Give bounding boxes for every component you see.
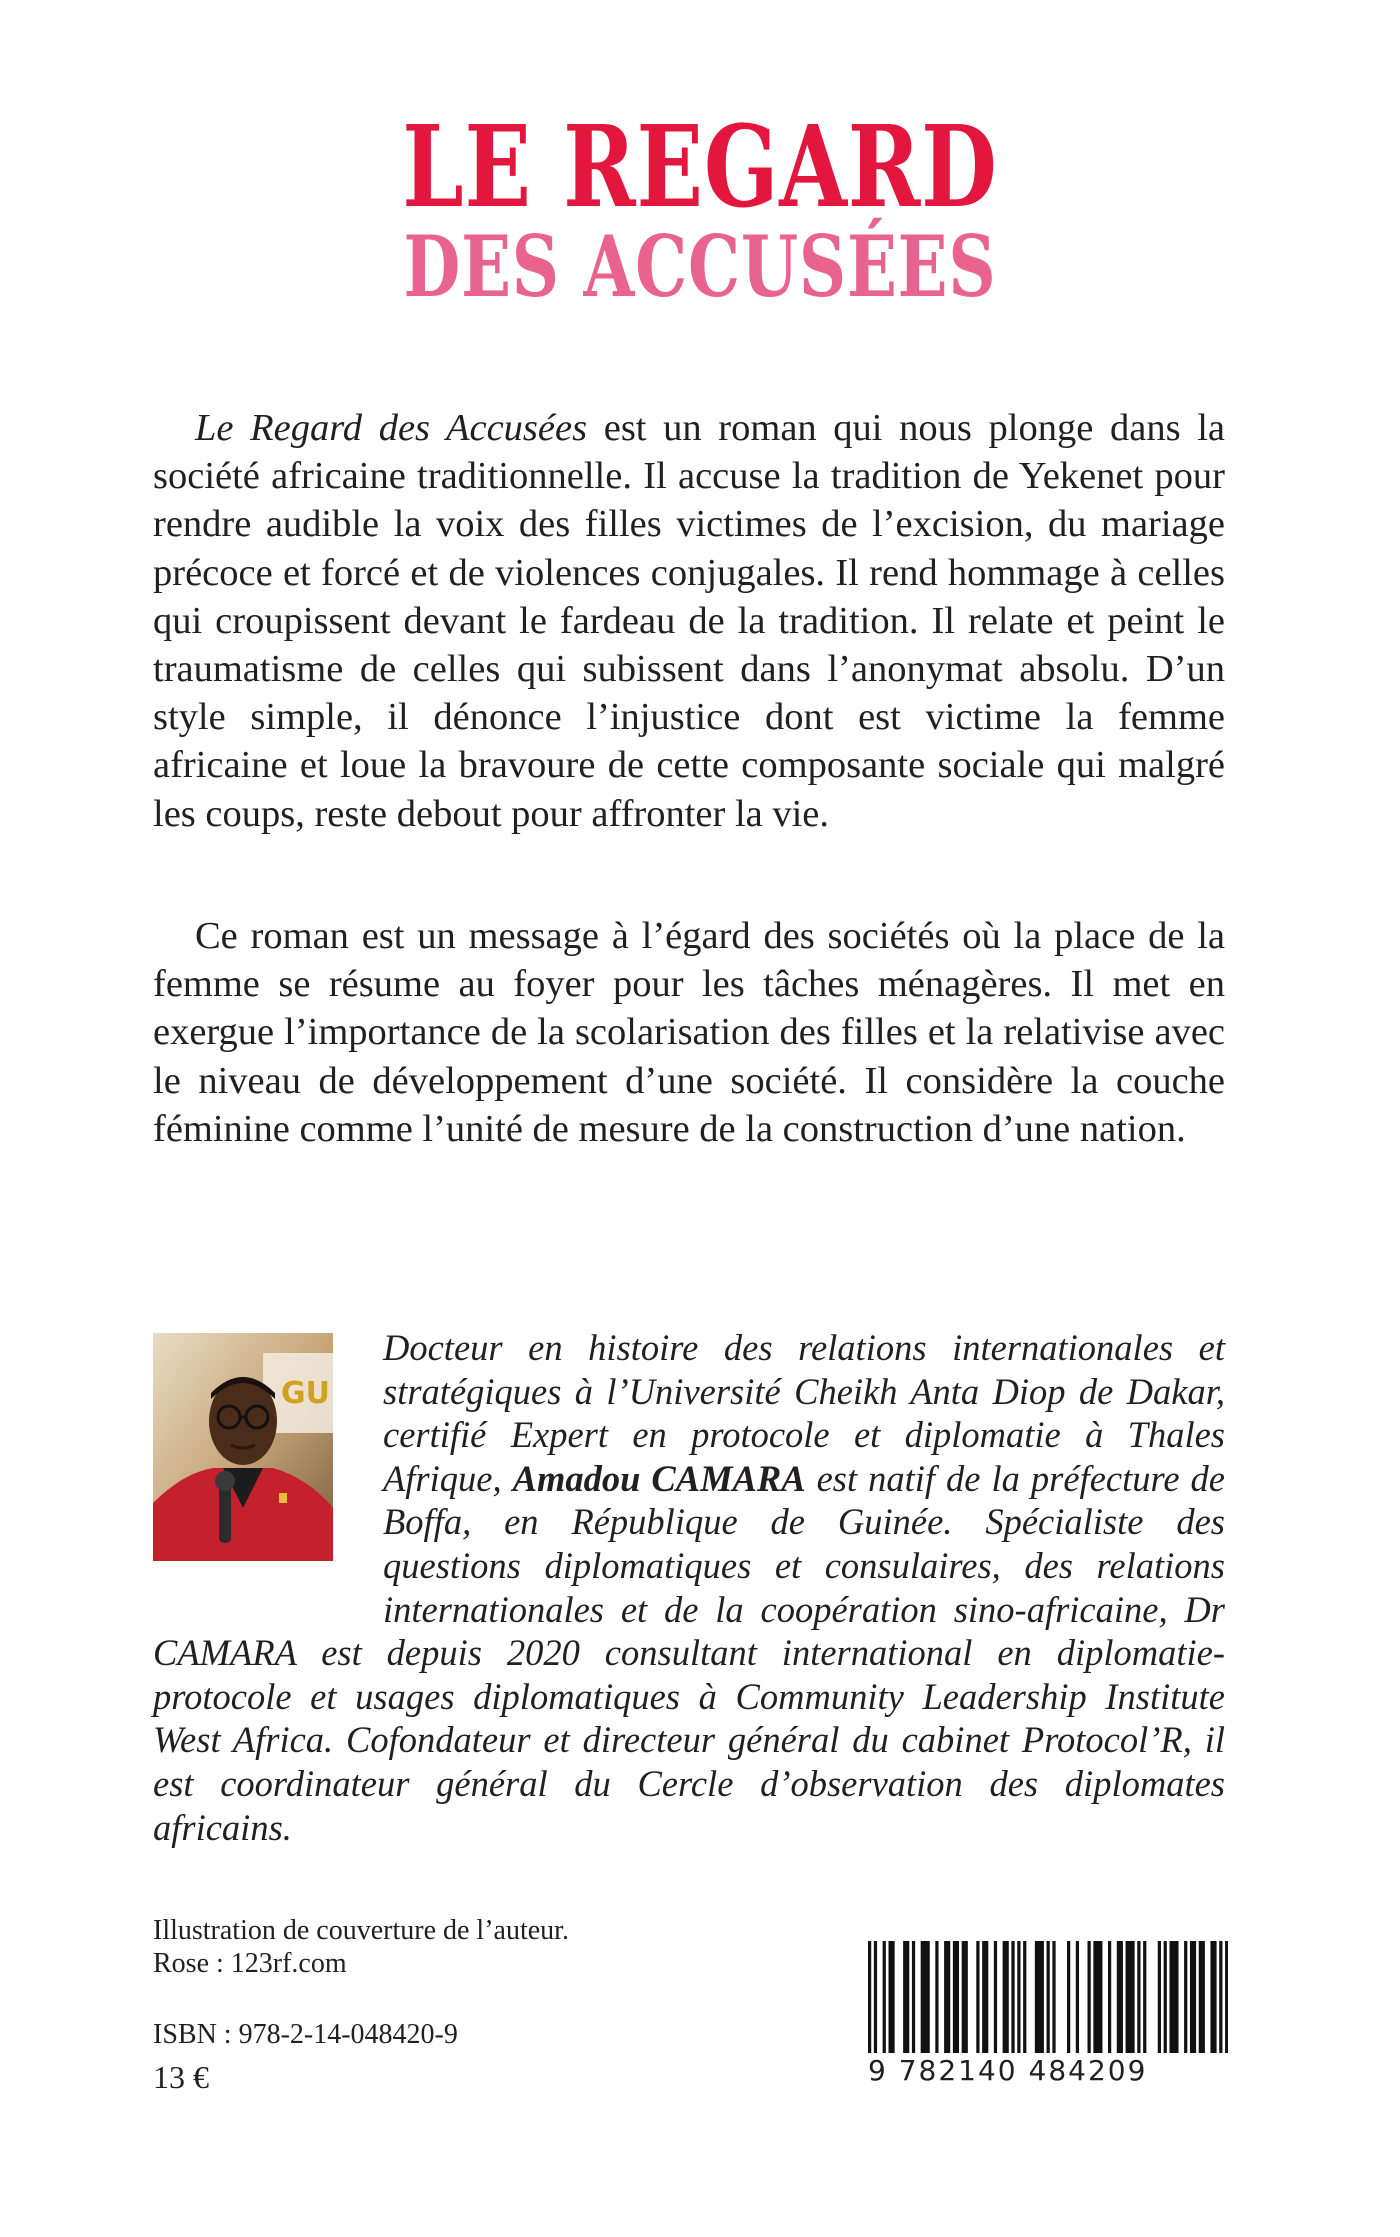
barcode-bar	[985, 1941, 988, 2053]
summary-paragraph-1	[153, 404, 1225, 838]
barcode-bar	[1108, 1941, 1111, 2053]
barcode-bar	[1190, 1941, 1193, 2053]
barcode-bar	[1213, 1941, 1216, 2053]
barcode-bar	[1011, 1941, 1014, 2053]
summary-paragraph-2: Ce roman est un message à l’égard des sociétés où la place de la femme se résume au foyer pour les tâches ménagères. Il met en exergue l’importance de la scolarisation des filles et la relativise avec le niveau de développement d’une société. Il considère la couche féminine comme l’unité de mesure de la construction d’une nation.	[153, 915, 1225, 1150]
barcode-bar	[888, 1941, 891, 2053]
barcode-digits: 9 782140 484209	[868, 2054, 1148, 2087]
barcode-bar	[1017, 1941, 1020, 2053]
barcode-bar	[956, 1941, 959, 2053]
barcode-bar	[1099, 1941, 1102, 2053]
author-bio-text-continued: est natif de la préfecture de Boffa, en République de Guinée. Spécialiste des questions diplomatiques et consulaires, des relations internationales et de la coopération sino-africaine, Dr CAMARA est depuis 2020 consultant international en diplomatie-protocole et usages diplomatiques à Community Leadership Institute West Africa. Cofondateur et directeur général du cabinet Protocol’R, il est coordinateur général du Cercle d’observation des diplomates africains.	[153, 1457, 1225, 1848]
barcode-bar	[982, 1941, 985, 2053]
barcode-bar	[994, 1941, 997, 2053]
barcode-bar	[891, 1941, 894, 2053]
summary-paragraph-1-text: est un roman qui nous plonge dans la société africaine traditionnelle. Il accuse la tradition de Yekenet pour rendre audible la voix des filles victimes de l’excision, du mariage précoce et forcé et de violences conjugales. Il rend hommage à celles qui croupissent devant le fardeau de la tradition. Il relate et peint le traumatisme de celles qui subissent dans l’anonymat absolu. D’un style simple, il dénonce l’injustice dont est victime la femme africaine et loue la bravoure de cette composante sociale qui malgré les coups, reste debout pour affronter la vie.	[153, 407, 1225, 835]
title-line-1: LE REGARD	[402, 102, 998, 233]
barcode-bar	[1041, 1941, 1044, 2053]
barcode-bar	[1093, 1941, 1096, 2053]
barcode-bar	[1006, 1941, 1009, 2053]
barcode-bar	[1219, 1941, 1222, 2053]
cover-illustration-credit: Illustration de couverture de l’auteur.	[153, 1915, 569, 1946]
barcode-bar	[1199, 1941, 1202, 2053]
barcode-bar	[965, 1941, 968, 2053]
barcode-bar	[1120, 1941, 1123, 2053]
barcode-bar	[947, 1941, 950, 2053]
barcode-bar	[1117, 1941, 1120, 2053]
barcode-bar	[1052, 1941, 1055, 2053]
barcode-bar	[1137, 1941, 1140, 2053]
isbn: ISBN : 978-2-14-048420-9	[153, 2019, 458, 2050]
barcode-bar	[1210, 1941, 1213, 2053]
barcode-bar	[1169, 1941, 1172, 2053]
svg-text:GU: GU	[281, 1376, 330, 1411]
barcode-bar	[1193, 1941, 1196, 2053]
barcode-bar	[906, 1941, 909, 2053]
barcode-bar	[953, 1941, 956, 2053]
barcode-bar	[935, 1941, 938, 2053]
barcode-bar	[1143, 1941, 1146, 2053]
barcode-bar	[874, 1941, 877, 2053]
barcode-bar	[1202, 1941, 1205, 2053]
barcode-bar	[1088, 1941, 1091, 2053]
barcode-bar	[1035, 1941, 1038, 2053]
barcode-bar	[1184, 1941, 1187, 2053]
barcode-bar	[1047, 1941, 1050, 2053]
barcode-bar	[921, 1941, 924, 2053]
book-title-italic: Le Regard des Accusées	[195, 407, 588, 449]
barcode-bar	[1023, 1941, 1026, 2053]
barcode-bar	[1067, 1941, 1070, 2053]
barcode-bars	[868, 1941, 1228, 2053]
barcode-bar	[927, 1941, 930, 2053]
barcode-bar	[944, 1941, 947, 2053]
barcode-bar	[1158, 1941, 1161, 2053]
barcode-bar	[912, 1941, 915, 2053]
barcode-bar	[1131, 1941, 1134, 2053]
price: 13 €	[153, 2059, 209, 2095]
title-line-2: DES ACCUSÉES	[403, 217, 997, 316]
barcode-bar	[903, 1941, 906, 2053]
barcode-bar	[962, 1941, 965, 2053]
author-name: Amadou CAMARA	[512, 1457, 806, 1499]
barcode-bar	[1164, 1941, 1167, 2053]
barcode-bar	[1076, 1941, 1079, 2053]
barcode-bar	[1225, 1941, 1228, 2053]
rose-image-credit: Rose : 123rf.com	[153, 1948, 347, 1979]
barcode-bar	[883, 1941, 886, 2053]
author-bio-text: Docteur en histoire des relations internationales et stratégiques à l’Université Cheikh Anta Diop de Dakar, certifié Expert en protocole et diplomatie à Thales Afrique,	[383, 1327, 1225, 1499]
barcode-bar	[1126, 1941, 1129, 2053]
barcode-bar	[1003, 1941, 1006, 2053]
barcode-bar	[1096, 1941, 1099, 2053]
barcode-bar	[1128, 1941, 1131, 2053]
barcode-bar	[1175, 1941, 1178, 2053]
barcode-bar	[868, 1941, 871, 2053]
barcode-bar	[1038, 1941, 1041, 2053]
barcode-bar	[1172, 1941, 1175, 2053]
author-bio	[153, 1326, 1225, 1849]
barcode-bar	[976, 1941, 979, 2053]
barcode-bar	[924, 1941, 927, 2053]
